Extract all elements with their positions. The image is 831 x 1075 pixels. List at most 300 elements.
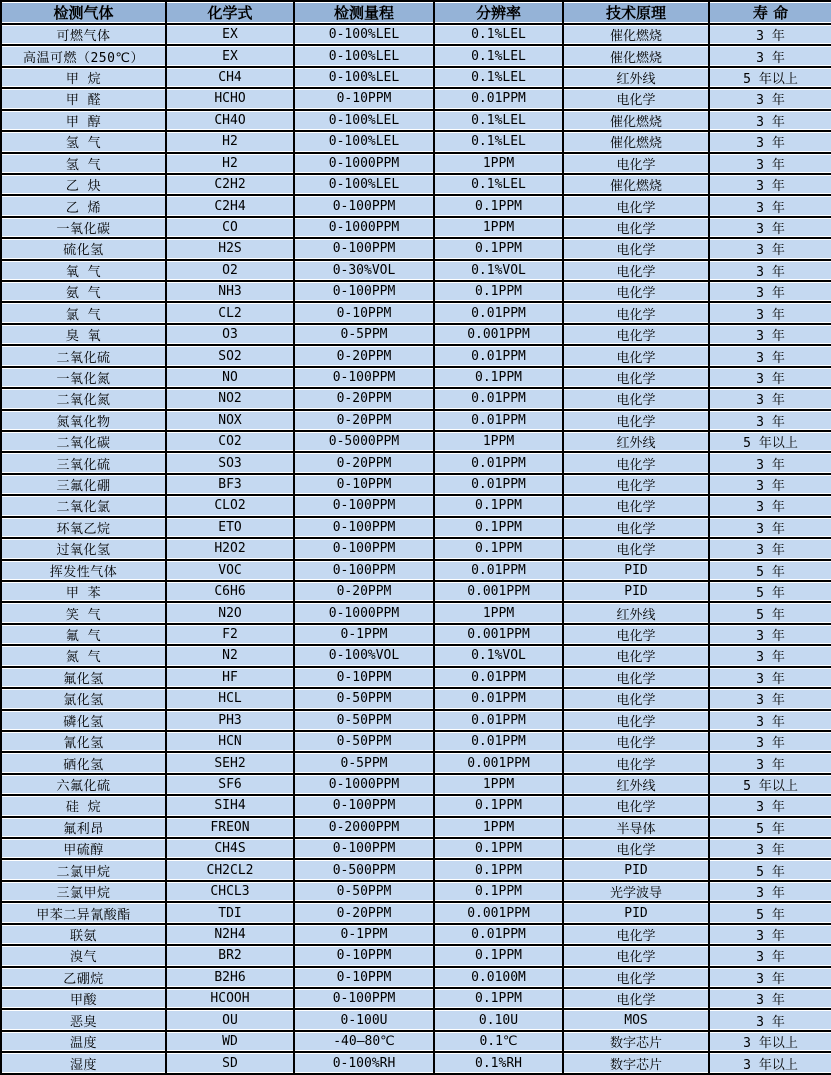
cell: 恶臭 <box>1 1009 166 1030</box>
cell: 0.001PPM <box>434 902 563 923</box>
column-header-2: 检测量程 <box>294 1 434 24</box>
cell: 电化学 <box>563 281 709 302</box>
cell: SO2 <box>166 345 294 366</box>
cell: 一氧化氮 <box>1 367 166 388</box>
cell: 红外线 <box>563 602 709 623</box>
cell: 0.1%RH <box>434 1052 563 1074</box>
cell: 0.1PPM <box>434 881 563 902</box>
cell: 电化学 <box>563 624 709 645</box>
cell: 0.1%VOL <box>434 645 563 666</box>
cell: SD <box>166 1052 294 1074</box>
table-row <box>1 731 831 752</box>
cell: 5 年 <box>709 817 831 838</box>
cell: 高温可燃（250℃） <box>1 45 166 66</box>
cell: 电化学 <box>563 238 709 259</box>
cell: 0-50PPM <box>294 710 434 731</box>
cell: 0-5000PPM <box>294 431 434 452</box>
cell: 氟 气 <box>1 624 166 645</box>
cell: 0-10PPM <box>294 302 434 323</box>
cell: 0.1PPM <box>434 238 563 259</box>
cell: TDI <box>166 902 294 923</box>
cell: 红外线 <box>563 431 709 452</box>
cell: 氮 气 <box>1 645 166 666</box>
table-row <box>1 988 831 1009</box>
table-row <box>1 1052 831 1074</box>
table-row <box>1 431 831 452</box>
cell: 0-100PPM <box>294 281 434 302</box>
cell: 电化学 <box>563 688 709 709</box>
cell: 电化学 <box>563 924 709 945</box>
cell: 电化学 <box>563 645 709 666</box>
cell: 氟利昂 <box>1 817 166 838</box>
cell: 电化学 <box>563 410 709 431</box>
cell: 氯 气 <box>1 302 166 323</box>
table-row <box>1 474 831 495</box>
cell: PID <box>563 859 709 880</box>
cell: 电化学 <box>563 752 709 773</box>
table-row <box>1 174 831 195</box>
cell: 氮氧化物 <box>1 410 166 431</box>
cell: SO3 <box>166 452 294 473</box>
table-row <box>1 238 831 259</box>
cell: 0-100%RH <box>294 1052 434 1074</box>
cell: 0-100PPM <box>294 195 434 216</box>
cell: 氟化氢 <box>1 667 166 688</box>
cell: CL2 <box>166 302 294 323</box>
table-row <box>1 345 831 366</box>
cell: 3 年 <box>709 667 831 688</box>
cell: 电化学 <box>563 495 709 516</box>
cell: EX <box>166 45 294 66</box>
cell: 0-1000PPM <box>294 774 434 795</box>
cell: PID <box>563 560 709 581</box>
cell: 电化学 <box>563 88 709 109</box>
cell: 电化学 <box>563 988 709 1009</box>
cell: H2 <box>166 131 294 152</box>
cell: 5 年以上 <box>709 431 831 452</box>
cell: 3 年 <box>709 538 831 559</box>
cell: 0.01PPM <box>434 410 563 431</box>
cell: NH3 <box>166 281 294 302</box>
cell: 0-100%LEL <box>294 67 434 88</box>
cell: 甲硫醇 <box>1 838 166 859</box>
cell: 3 年 <box>709 967 831 988</box>
cell: 3 年 <box>709 731 831 752</box>
cell: SF6 <box>166 774 294 795</box>
cell: CH4 <box>166 67 294 88</box>
cell: HCOOH <box>166 988 294 1009</box>
cell: 3 年 <box>709 388 831 409</box>
cell: SIH4 <box>166 795 294 816</box>
cell: 氨 气 <box>1 281 166 302</box>
cell: C2H4 <box>166 195 294 216</box>
cell: 0-10PPM <box>294 667 434 688</box>
cell: 甲 醇 <box>1 110 166 131</box>
cell: 0.01PPM <box>434 88 563 109</box>
cell: H2S <box>166 238 294 259</box>
table-row <box>1 195 831 216</box>
cell: 甲 苯 <box>1 581 166 602</box>
cell: 挥发性气体 <box>1 560 166 581</box>
cell: 3 年 <box>709 688 831 709</box>
cell: 笑 气 <box>1 602 166 623</box>
cell: BR2 <box>166 945 294 966</box>
cell: 1PPM <box>434 774 563 795</box>
cell: 3 年 <box>709 131 831 152</box>
cell: 0.1PPM <box>434 367 563 388</box>
cell: CO2 <box>166 431 294 452</box>
cell: 0-100%LEL <box>294 45 434 66</box>
column-header-3: 分辨率 <box>434 1 563 24</box>
cell: 0-1000PPM <box>294 602 434 623</box>
cell: NOX <box>166 410 294 431</box>
cell: 0-20PPM <box>294 452 434 473</box>
cell: 0-10PPM <box>294 474 434 495</box>
cell: 0.01PPM <box>434 688 563 709</box>
cell: 3 年 <box>709 367 831 388</box>
cell: 3 年 <box>709 645 831 666</box>
cell: H2 <box>166 153 294 174</box>
cell: SEH2 <box>166 752 294 773</box>
cell: 磷化氢 <box>1 710 166 731</box>
cell: 3 年 <box>709 45 831 66</box>
cell: 臭 氧 <box>1 324 166 345</box>
cell: 3 年以上 <box>709 1031 831 1052</box>
cell: 3 年 <box>709 710 831 731</box>
cell: 电化学 <box>563 260 709 281</box>
cell: 电化学 <box>563 345 709 366</box>
cell: 0-100%LEL <box>294 174 434 195</box>
cell: CO <box>166 217 294 238</box>
cell: 0-10PPM <box>294 945 434 966</box>
cell: 0-1PPM <box>294 924 434 945</box>
table-row <box>1 217 831 238</box>
cell: OU <box>166 1009 294 1030</box>
cell: FREON <box>166 817 294 838</box>
cell: 0.1%LEL <box>434 45 563 66</box>
cell: N2O <box>166 602 294 623</box>
cell: B2H6 <box>166 967 294 988</box>
cell: CH4S <box>166 838 294 859</box>
cell: 0.1℃ <box>434 1031 563 1052</box>
cell: 3 年 <box>709 495 831 516</box>
cell: 0-100PPM <box>294 538 434 559</box>
cell: 电化学 <box>563 667 709 688</box>
cell: 0-5PPM <box>294 752 434 773</box>
cell: 催化燃烧 <box>563 24 709 45</box>
cell: 0-20PPM <box>294 581 434 602</box>
cell: 二氧化氯 <box>1 495 166 516</box>
table-row <box>1 302 831 323</box>
cell: 过氧化氢 <box>1 538 166 559</box>
cell: 0-1PPM <box>294 624 434 645</box>
cell: 3 年 <box>709 260 831 281</box>
table-row <box>1 1009 831 1030</box>
cell: 联氨 <box>1 924 166 945</box>
cell: 甲 烷 <box>1 67 166 88</box>
cell: 3 年 <box>709 110 831 131</box>
cell: PID <box>563 581 709 602</box>
cell: 0.1PPM <box>434 538 563 559</box>
cell: 乙 烯 <box>1 195 166 216</box>
cell: 电化学 <box>563 838 709 859</box>
cell: 氯化氢 <box>1 688 166 709</box>
cell: 二氧化硫 <box>1 345 166 366</box>
cell: 氧 气 <box>1 260 166 281</box>
cell: 0.1%VOL <box>434 260 563 281</box>
cell: 电化学 <box>563 388 709 409</box>
cell: O3 <box>166 324 294 345</box>
cell: 电化学 <box>563 967 709 988</box>
table-body <box>1 24 831 1074</box>
table-row <box>1 1031 831 1052</box>
cell: 温度 <box>1 1031 166 1052</box>
cell: 3 年 <box>709 795 831 816</box>
cell: 甲苯二异氰酸酯 <box>1 902 166 923</box>
cell: 0-100%LEL <box>294 24 434 45</box>
cell: 三氟化硼 <box>1 474 166 495</box>
table-row <box>1 45 831 66</box>
cell: HCHO <box>166 88 294 109</box>
cell: 0-100PPM <box>294 560 434 581</box>
cell: 电化学 <box>563 945 709 966</box>
table-header <box>1 1 831 24</box>
cell: CLO2 <box>166 495 294 516</box>
cell: WD <box>166 1031 294 1052</box>
table-row <box>1 67 831 88</box>
cell: 0-100PPM <box>294 795 434 816</box>
cell: 三氯甲烷 <box>1 881 166 902</box>
cell: 0-50PPM <box>294 881 434 902</box>
cell: 1PPM <box>434 153 563 174</box>
table-row <box>1 817 831 838</box>
cell: 3 年 <box>709 624 831 645</box>
cell: 硫化氢 <box>1 238 166 259</box>
table-row <box>1 281 831 302</box>
cell: 二氧化碳 <box>1 431 166 452</box>
column-header-1: 化学式 <box>166 1 294 24</box>
cell: 0.1%LEL <box>434 24 563 45</box>
cell: 0-1000PPM <box>294 217 434 238</box>
cell: 3 年 <box>709 924 831 945</box>
cell: 0-20PPM <box>294 345 434 366</box>
cell: 0.1PPM <box>434 988 563 1009</box>
table-row <box>1 688 831 709</box>
cell: 环氧乙烷 <box>1 517 166 538</box>
cell: 0-50PPM <box>294 731 434 752</box>
table-row <box>1 410 831 431</box>
cell: 0-1000PPM <box>294 153 434 174</box>
cell: 0.1PPM <box>434 517 563 538</box>
cell: 0-10PPM <box>294 967 434 988</box>
cell: 0.01PPM <box>434 924 563 945</box>
cell: 三氧化硫 <box>1 452 166 473</box>
cell: 0.001PPM <box>434 624 563 645</box>
column-header-4: 技术原理 <box>563 1 709 24</box>
cell: F2 <box>166 624 294 645</box>
cell: 氢 气 <box>1 131 166 152</box>
cell: ETO <box>166 517 294 538</box>
cell: 数字芯片 <box>563 1052 709 1074</box>
table-row <box>1 260 831 281</box>
cell: 0-2000PPM <box>294 817 434 838</box>
cell: CH4O <box>166 110 294 131</box>
cell: HCN <box>166 731 294 752</box>
cell: 3 年 <box>709 752 831 773</box>
cell: 0-20PPM <box>294 388 434 409</box>
cell: N2H4 <box>166 924 294 945</box>
cell: 0-100PPM <box>294 495 434 516</box>
cell: 电化学 <box>563 195 709 216</box>
cell: 二氯甲烷 <box>1 859 166 880</box>
cell: 溴气 <box>1 945 166 966</box>
cell: 催化燃烧 <box>563 174 709 195</box>
cell: 0.1%LEL <box>434 110 563 131</box>
table-row <box>1 774 831 795</box>
table-row <box>1 838 831 859</box>
cell: 0-20PPM <box>294 902 434 923</box>
cell: 电化学 <box>563 153 709 174</box>
table-row <box>1 881 831 902</box>
table-row <box>1 517 831 538</box>
cell: 0-100%LEL <box>294 131 434 152</box>
cell: 0-100PPM <box>294 838 434 859</box>
cell: 0.01PPM <box>434 345 563 366</box>
cell: 3 年 <box>709 838 831 859</box>
cell: C2H2 <box>166 174 294 195</box>
cell: 3 年 <box>709 988 831 1009</box>
table-row <box>1 560 831 581</box>
cell: 半导体 <box>563 817 709 838</box>
cell: 0.10U <box>434 1009 563 1030</box>
cell: 0.01PPM <box>434 302 563 323</box>
cell: CHCL3 <box>166 881 294 902</box>
cell: 0.01PPM <box>434 710 563 731</box>
cell: C6H6 <box>166 581 294 602</box>
table-row <box>1 495 831 516</box>
table-row <box>1 967 831 988</box>
cell: 0.001PPM <box>434 581 563 602</box>
cell: HF <box>166 667 294 688</box>
cell: 光学波导 <box>563 881 709 902</box>
cell: 甲 醛 <box>1 88 166 109</box>
cell: 3 年 <box>709 452 831 473</box>
cell: 3 年 <box>709 1009 831 1030</box>
cell: 3 年 <box>709 88 831 109</box>
cell: 3 年 <box>709 324 831 345</box>
cell: 湿度 <box>1 1052 166 1074</box>
cell: 0.01PPM <box>434 474 563 495</box>
cell: 电化学 <box>563 538 709 559</box>
cell: 0-100%LEL <box>294 110 434 131</box>
cell: 0.1%LEL <box>434 67 563 88</box>
cell: 3 年 <box>709 345 831 366</box>
cell: 3 年 <box>709 945 831 966</box>
cell: 0.1PPM <box>434 838 563 859</box>
cell: 3 年 <box>709 281 831 302</box>
cell: VOC <box>166 560 294 581</box>
cell: N2 <box>166 645 294 666</box>
cell: 0.001PPM <box>434 324 563 345</box>
cell: 0.1PPM <box>434 495 563 516</box>
cell: 5 年 <box>709 902 831 923</box>
cell: 0-100PPM <box>294 238 434 259</box>
table-row <box>1 624 831 645</box>
table-row <box>1 859 831 880</box>
table-row <box>1 324 831 345</box>
cell: 3 年 <box>709 881 831 902</box>
cell: 3 年 <box>709 24 831 45</box>
cell: 可燃气体 <box>1 24 166 45</box>
cell: 0.001PPM <box>434 752 563 773</box>
column-header-5: 寿 命 <box>709 1 831 24</box>
table-row <box>1 602 831 623</box>
cell: 0-30%VOL <box>294 260 434 281</box>
cell: 0.1PPM <box>434 195 563 216</box>
cell: 0.01PPM <box>434 452 563 473</box>
table-row <box>1 88 831 109</box>
cell: EX <box>166 24 294 45</box>
cell: 硒化氢 <box>1 752 166 773</box>
cell: -40—80℃ <box>294 1031 434 1052</box>
table-row <box>1 752 831 773</box>
cell: 甲酸 <box>1 988 166 1009</box>
table-row <box>1 388 831 409</box>
table-row <box>1 581 831 602</box>
cell: MOS <box>563 1009 709 1030</box>
cell: 1PPM <box>434 217 563 238</box>
cell: 0-100U <box>294 1009 434 1030</box>
cell: NO <box>166 367 294 388</box>
cell: 六氟化硫 <box>1 774 166 795</box>
cell: 3 年 <box>709 174 831 195</box>
cell: 电化学 <box>563 302 709 323</box>
cell: 0.1%LEL <box>434 131 563 152</box>
cell: 红外线 <box>563 67 709 88</box>
cell: 乙硼烷 <box>1 967 166 988</box>
cell: 电化学 <box>563 367 709 388</box>
cell: 0.01PPM <box>434 388 563 409</box>
cell: 0-100PPM <box>294 367 434 388</box>
table-row <box>1 153 831 174</box>
cell: 0-100%VOL <box>294 645 434 666</box>
cell: CH2CL2 <box>166 859 294 880</box>
cell: 0.1PPM <box>434 795 563 816</box>
cell: PID <box>563 902 709 923</box>
cell: 3 年 <box>709 302 831 323</box>
cell: 3 年 <box>709 217 831 238</box>
cell: 5 年 <box>709 859 831 880</box>
cell: 二氧化氮 <box>1 388 166 409</box>
header-row <box>1 1 831 24</box>
column-header-0: 检测气体 <box>1 1 166 24</box>
cell: 3 年 <box>709 238 831 259</box>
cell: 1PPM <box>434 602 563 623</box>
cell: 3 年 <box>709 517 831 538</box>
cell: 0-100PPM <box>294 988 434 1009</box>
cell: NO2 <box>166 388 294 409</box>
table-row <box>1 924 831 945</box>
cell: 3 年以上 <box>709 1052 831 1074</box>
table-row <box>1 131 831 152</box>
cell: 0-5PPM <box>294 324 434 345</box>
cell: 电化学 <box>563 324 709 345</box>
cell: 催化燃烧 <box>563 110 709 131</box>
cell: BF3 <box>166 474 294 495</box>
table-row <box>1 902 831 923</box>
cell: 5 年以上 <box>709 774 831 795</box>
cell: 电化学 <box>563 217 709 238</box>
